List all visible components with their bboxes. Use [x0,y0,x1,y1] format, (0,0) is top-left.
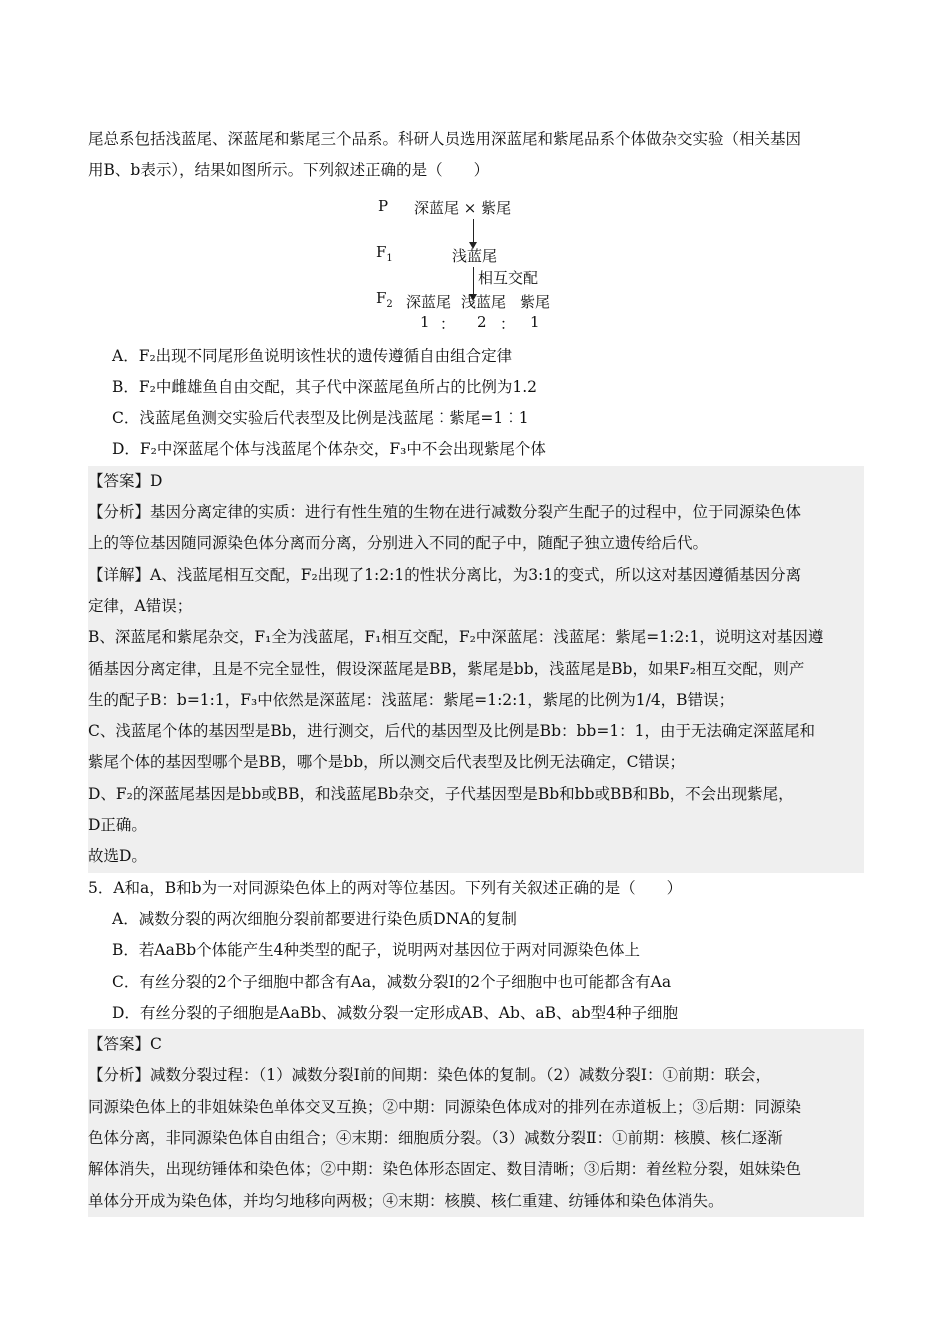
p-generation-label: P [378,196,389,215]
q4-detail-line-7: 紫尾个体的基因型哪个是BB，哪个是bb，所以测交后代表型及比例无法确定，C错误； [88,753,685,772]
f1-label-sub: 1 [386,252,393,264]
q5-analysis-line-4: 解体消失，出现纺锤体和染色体；②中期：染色体形态固定、数目清晰；③后期：着丝粒分裂，姐妹染色 [88,1160,802,1179]
q4-answer-block [88,466,864,873]
f2-phenotype-deep-blue: 深蓝尾 [406,292,452,311]
q4-detail-line-4: 循基因分离定律，且是不完全显性，假设深蓝尾是BB，紫尾是bb，浅蓝尾是Bb，如果F₂相互交配，则产 [88,659,805,678]
q4-detail-line-9: D正确。 [88,816,147,835]
f2-label-text: F [376,288,387,307]
q4-detail-line-5: 生的配子B：b=1:1，F₃中依然是深蓝尾：浅蓝尾：紫尾=1:2:1，紫尾的比例为1/4，B错误； [88,690,735,709]
q5-stem: 5．A和a，B和b为一对同源染色体上的两对等位基因。下列有关叙述正确的是（ ） [88,878,683,897]
ratio-colon-1: ： [440,314,456,333]
f1-action-label: 相互交配 [478,268,539,287]
f2-phenotype-light-blue: 浅蓝尾 [461,292,507,311]
q4-analysis-line-1: 【分析】基因分离定律的实质：进行有性生殖的生物在进行减数分裂产生配子的过程中，位于同源染色体 [88,503,802,522]
q5-analysis-line-3: 色体分离，非同源染色体自由组合；④末期：细胞质分裂。（3）减数分裂Ⅱ：①前期：核膜、核仁逐渐 [88,1129,783,1148]
q4-detail-line-1: 【详解】A、浅蓝尾相互交配，F₂出现了1:2:1的性状分离比，为3:1的变式，所以这对基因遵循基因分离 [88,565,802,584]
q5-analysis-line-1: 【分析】减数分裂过程：（1）减数分裂Ⅰ前的间期：染色体的复制。（2）减数分裂Ⅰ：①前期：联会， [88,1066,771,1085]
f1-generation-label [376,243,393,264]
q4-detail-line-6: C、浅蓝尾个体的基因型是Bb，进行测交，后代的基因型及比例是Bb：bb=1：1，由于无法确定深蓝尾和 [88,722,816,741]
q4-detail-line-10: 故选D。 [88,847,147,866]
q5-answer: 【答案】C [88,1035,162,1054]
ratio-value-1: 1 [420,312,430,331]
f2-label-sub: 2 [386,298,393,310]
q5-option-a: A．减数分裂的两次细胞分裂前都要进行染色质DNA的复制 [112,909,517,928]
ratio-value-2: 2 [477,312,487,331]
q5-option-d: D．有丝分裂的子细胞是AaBb、减数分裂一定形成AB、Ab、aB、ab型4种子细胞 [112,1003,679,1022]
q4-analysis-line-2: 上的等位基因随同源染色体分离而分离，分别进入不同的配子中，随配子独立遗传给后代。 [88,534,709,553]
q5-option-c: C．有丝分裂的2个子细胞中都含有Aa，减数分裂Ⅰ的2个子细胞中也可能都含有Aa [112,972,672,991]
f1-phenotype: 浅蓝尾 [452,246,498,265]
q5-answer-block [88,1029,864,1217]
cross-diagram [88,191,864,333]
q4-detail-line-2: 定律，A错误； [88,596,193,615]
q4-detail-line-3: B、深蓝尾和紫尾杂交，F₁全为浅蓝尾，F₁相互交配，F₂中深蓝尾：浅蓝尾：紫尾=1:2:1，说明这对基因遵 [88,628,824,647]
q5-option-b: B．若AaBb个体能产生4种类型的配子，说明两对基因位于两对同源染色体上 [112,941,641,960]
f2-generation-label [376,289,393,310]
q4-option-d: D．F₂中深蓝尾个体与浅蓝尾个体杂交，F₃中不会出现紫尾个体 [112,440,546,459]
q5-analysis-line-5: 单体分开成为染色体，并均匀地移向两极；④末期：核膜、核仁重建、纺锤体和染色体消失。 [88,1191,724,1210]
ratio-value-3: 1 [530,312,540,331]
q4-stem-line-1: 尾总系包括浅蓝尾、深蓝尾和紫尾三个品系。科研人员选用深蓝尾和紫尾品系个体做杂交实验（相关基因 [88,130,802,148]
f1-label-text: F [376,242,387,261]
q4-stem-line-2: 用B、b表示），结果如图所示。下列叙述正确的是（ ） [88,161,490,180]
f2-phenotype-purple: 紫尾 [520,292,551,311]
q4-option-a: A．F₂出现不同尾形鱼说明该性状的遗传遵循自由组合定律 [112,346,513,365]
p-cross-text: 深蓝尾 × 紫尾 [414,198,512,217]
q4-detail-line-8: D、F₂的深蓝尾基因是bb或BB，和浅蓝尾Bb杂交，子代基因型是Bb和bb或BB和Bb，不会出现紫尾， [88,784,794,803]
ratio-colon-2: ： [500,314,516,333]
q5-analysis-line-2: 同源染色体上的非姐妹染色单体交叉互换；②中期：同源染色体成对的排列在赤道板上；③后期：同源染 [88,1097,802,1116]
q4-answer: 【答案】D [88,471,163,490]
page-content [88,124,864,1217]
q4-option-b: B．F₂中雌雄鱼自由交配，其子代中深蓝尾鱼所占的比例为1.2 [112,377,538,396]
q4-option-c: C．浅蓝尾鱼测交实验后代表型及比例是浅蓝尾︰紫尾=1︰1 [112,409,529,428]
